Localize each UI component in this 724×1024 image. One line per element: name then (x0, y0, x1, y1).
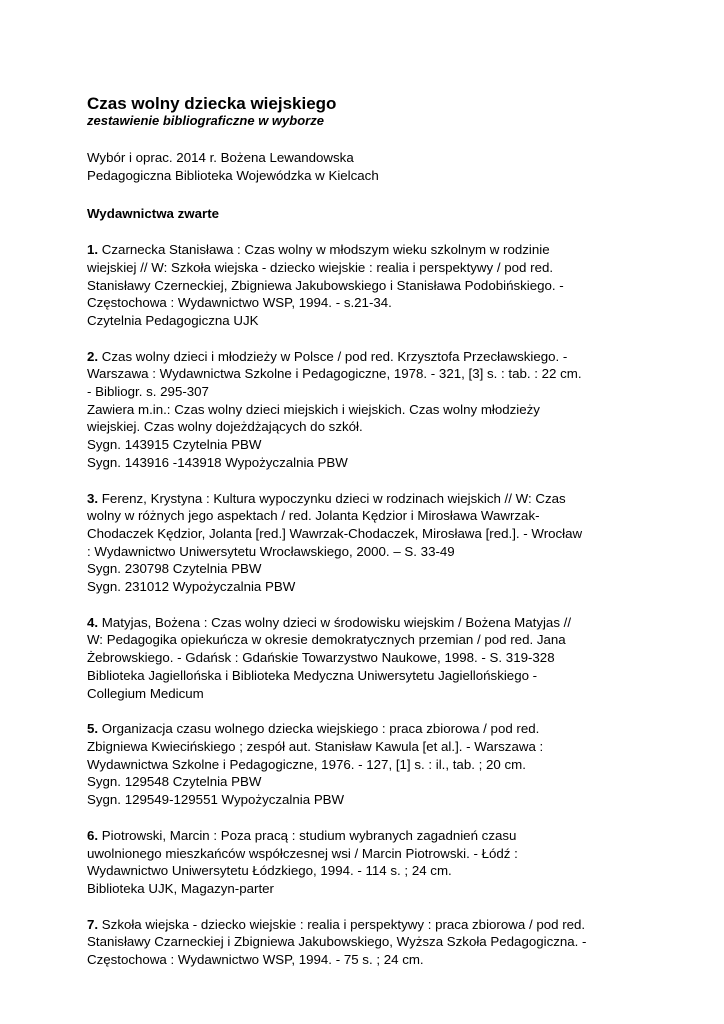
bibliography-entry (87, 241, 647, 330)
entry-line: Chodaczek Kędzior, Jolanta [red.] Wawrzak-Chodaczek, Mirosława [red.]. - Wrocław (87, 525, 583, 541)
bibliography-entry (87, 827, 647, 898)
bibliography-entry (87, 916, 647, 969)
entry-line: Sygn. 129549-129551 Wypożyczalnia PBW (87, 792, 345, 808)
entry-number: 4. (87, 614, 99, 630)
entry-number: 2. (87, 348, 99, 364)
entry-line (87, 490, 647, 508)
entry-line: Sygn. 143916 -143918 Wypożyczalnia PBW (87, 454, 348, 470)
entry-line: : Wydawnictwo Uniwersytetu Wrocławskiego, 2000. – S. 33-49 (87, 543, 455, 559)
library-line: Pedagogiczna Biblioteka Wojewódzka w Kielcach (87, 167, 379, 183)
entry-line: Częstochowa : Wydawnictwo WSP, 1994. - 75 s. ; 24 cm. (87, 952, 424, 968)
bibliography-entry (87, 720, 647, 809)
entry-number: 5. (87, 721, 99, 737)
section-heading: Wydawnictwa zwarte (87, 206, 220, 222)
entry-number: 3. (87, 490, 99, 506)
document-content (87, 94, 647, 969)
entry-line: Stanisławy Czarneckiej i Zbigniewa Jakubowskiego, Wyższa Szkoła Pedagogiczna. - (87, 934, 587, 950)
entry-text: Ferenz, Krystyna : Kultura wypoczynku dzieci w rodzinach wiejskich // W: Czas (101, 490, 566, 506)
entry-line: Żebrowskiego. - Gdańsk : Gdańskie Towarzystwo Naukowe, 1998. - S. 319-328 (87, 650, 555, 666)
entry-line (87, 614, 647, 632)
entry-line: wiejskiej. Czas wolny dojeżdżających do szkół. (87, 419, 363, 435)
entry-line: Zawiera m.in.: Czas wolny dzieci miejskich i wiejskich. Czas wolny młodzieży (87, 401, 540, 417)
entry-line (87, 241, 647, 259)
entry-line: Czytelnia Pedagogiczna UJK (87, 312, 259, 328)
entry-number: 6. (87, 827, 99, 843)
bibliography-entry (87, 348, 647, 472)
entry-line: Wydawnictwa Szkolne i Pedagogiczne, 1976. - 127, [1] s. : il., tab. ; 20 cm. (87, 756, 526, 772)
entry-number: 7. (87, 916, 99, 932)
entry-line: Częstochowa : Wydawnictwo WSP, 1994. - s.21-34. (87, 295, 392, 311)
entry-line: Biblioteka Jagiellońska i Biblioteka Medyczna Uniwersytetu Jagiellońskiego - (87, 667, 538, 683)
entry-text: Matyjas, Bożena : Czas wolny dzieci w środowisku wiejskim / Bożena Matyjas // (101, 614, 572, 630)
entry-line (87, 827, 647, 845)
compiler-info (87, 149, 647, 184)
entry-line: wolny w różnych jego aspektach / red. Jolanta Kędzior i Mirosława Wawrzak- (87, 508, 540, 524)
entry-line: wiejskiej // W: Szkoła wiejska - dziecko wiejskie : realia i perspektywy / pod red. (87, 259, 554, 275)
document-title: Czas wolny dziecka wiejskiego (87, 94, 337, 113)
entry-text: Czarnecka Stanisława : Czas wolny w młodszym wieku szkolnym w rodzinie (101, 242, 550, 258)
entry-line (87, 916, 647, 934)
entry-line (87, 348, 647, 366)
entry-line: Sygn. 143915 Czytelnia PBW (87, 437, 262, 453)
entry-line: Biblioteka UJK, Magazyn-parter (87, 880, 274, 896)
entry-line: Sygn. 231012 Wypożyczalnia PBW (87, 579, 296, 595)
entry-text: Czas wolny dzieci i młodzieży w Polsce / pod red. Krzysztofa Przecławskiego. - (101, 348, 568, 364)
entry-line: Stanisławy Czerneckiej, Zbigniewa Jakubowskiego i Stanisława Podobińskiego. - (87, 277, 564, 293)
entry-line: uwolnionego mieszkańców współczesnej wsi / Marcin Piotrowski. - Łódź : (87, 845, 518, 861)
bibliography-entry (87, 614, 647, 703)
entry-line: - Bibliogr. s. 295-307 (87, 384, 209, 400)
bibliography-entry (87, 490, 647, 596)
entry-line: W: Pedagogika opiekuńcza w okresie demokratycznych przemian / pod red. Jana (87, 632, 566, 648)
entry-line: Warszawa : Wydawnictwa Szkolne i Pedagogiczne, 1978. - 321, [3] s. : tab. : 22 cm. (87, 366, 582, 382)
entry-text: Szkoła wiejska - dziecko wiejskie : realia i perspektywy : praca zbiorowa / pod red. (101, 916, 586, 932)
bibliography-list (87, 241, 647, 969)
entry-text: Piotrowski, Marcin : Poza pracą : studium wybranych zagadnień czasu (101, 827, 517, 843)
compiler-line: Wybór i oprac. 2014 r. Bożena Lewandowska (87, 150, 354, 165)
entry-line: Zbigniewa Kwiecińskiego ; zespół aut. Stanisław Kawula [et al.]. - Warszawa : (87, 738, 544, 754)
entry-line: Wydawnictwo Uniwersytetu Łódzkiego, 1994. - 114 s. ; 24 cm. (87, 863, 452, 879)
entry-line: Sygn. 129548 Czytelnia PBW (87, 774, 262, 790)
entry-line: Sygn. 230798 Czytelnia PBW (87, 561, 262, 577)
entry-text: Organizacja czasu wolnego dziecka wiejskiego : praca zbiorowa / pod red. (101, 721, 540, 737)
document-subtitle: zestawienie bibliograficzne w wyborze (87, 113, 324, 128)
entry-line (87, 720, 647, 738)
entry-number: 1. (87, 242, 99, 258)
entry-line: Collegium Medicum (87, 685, 204, 701)
